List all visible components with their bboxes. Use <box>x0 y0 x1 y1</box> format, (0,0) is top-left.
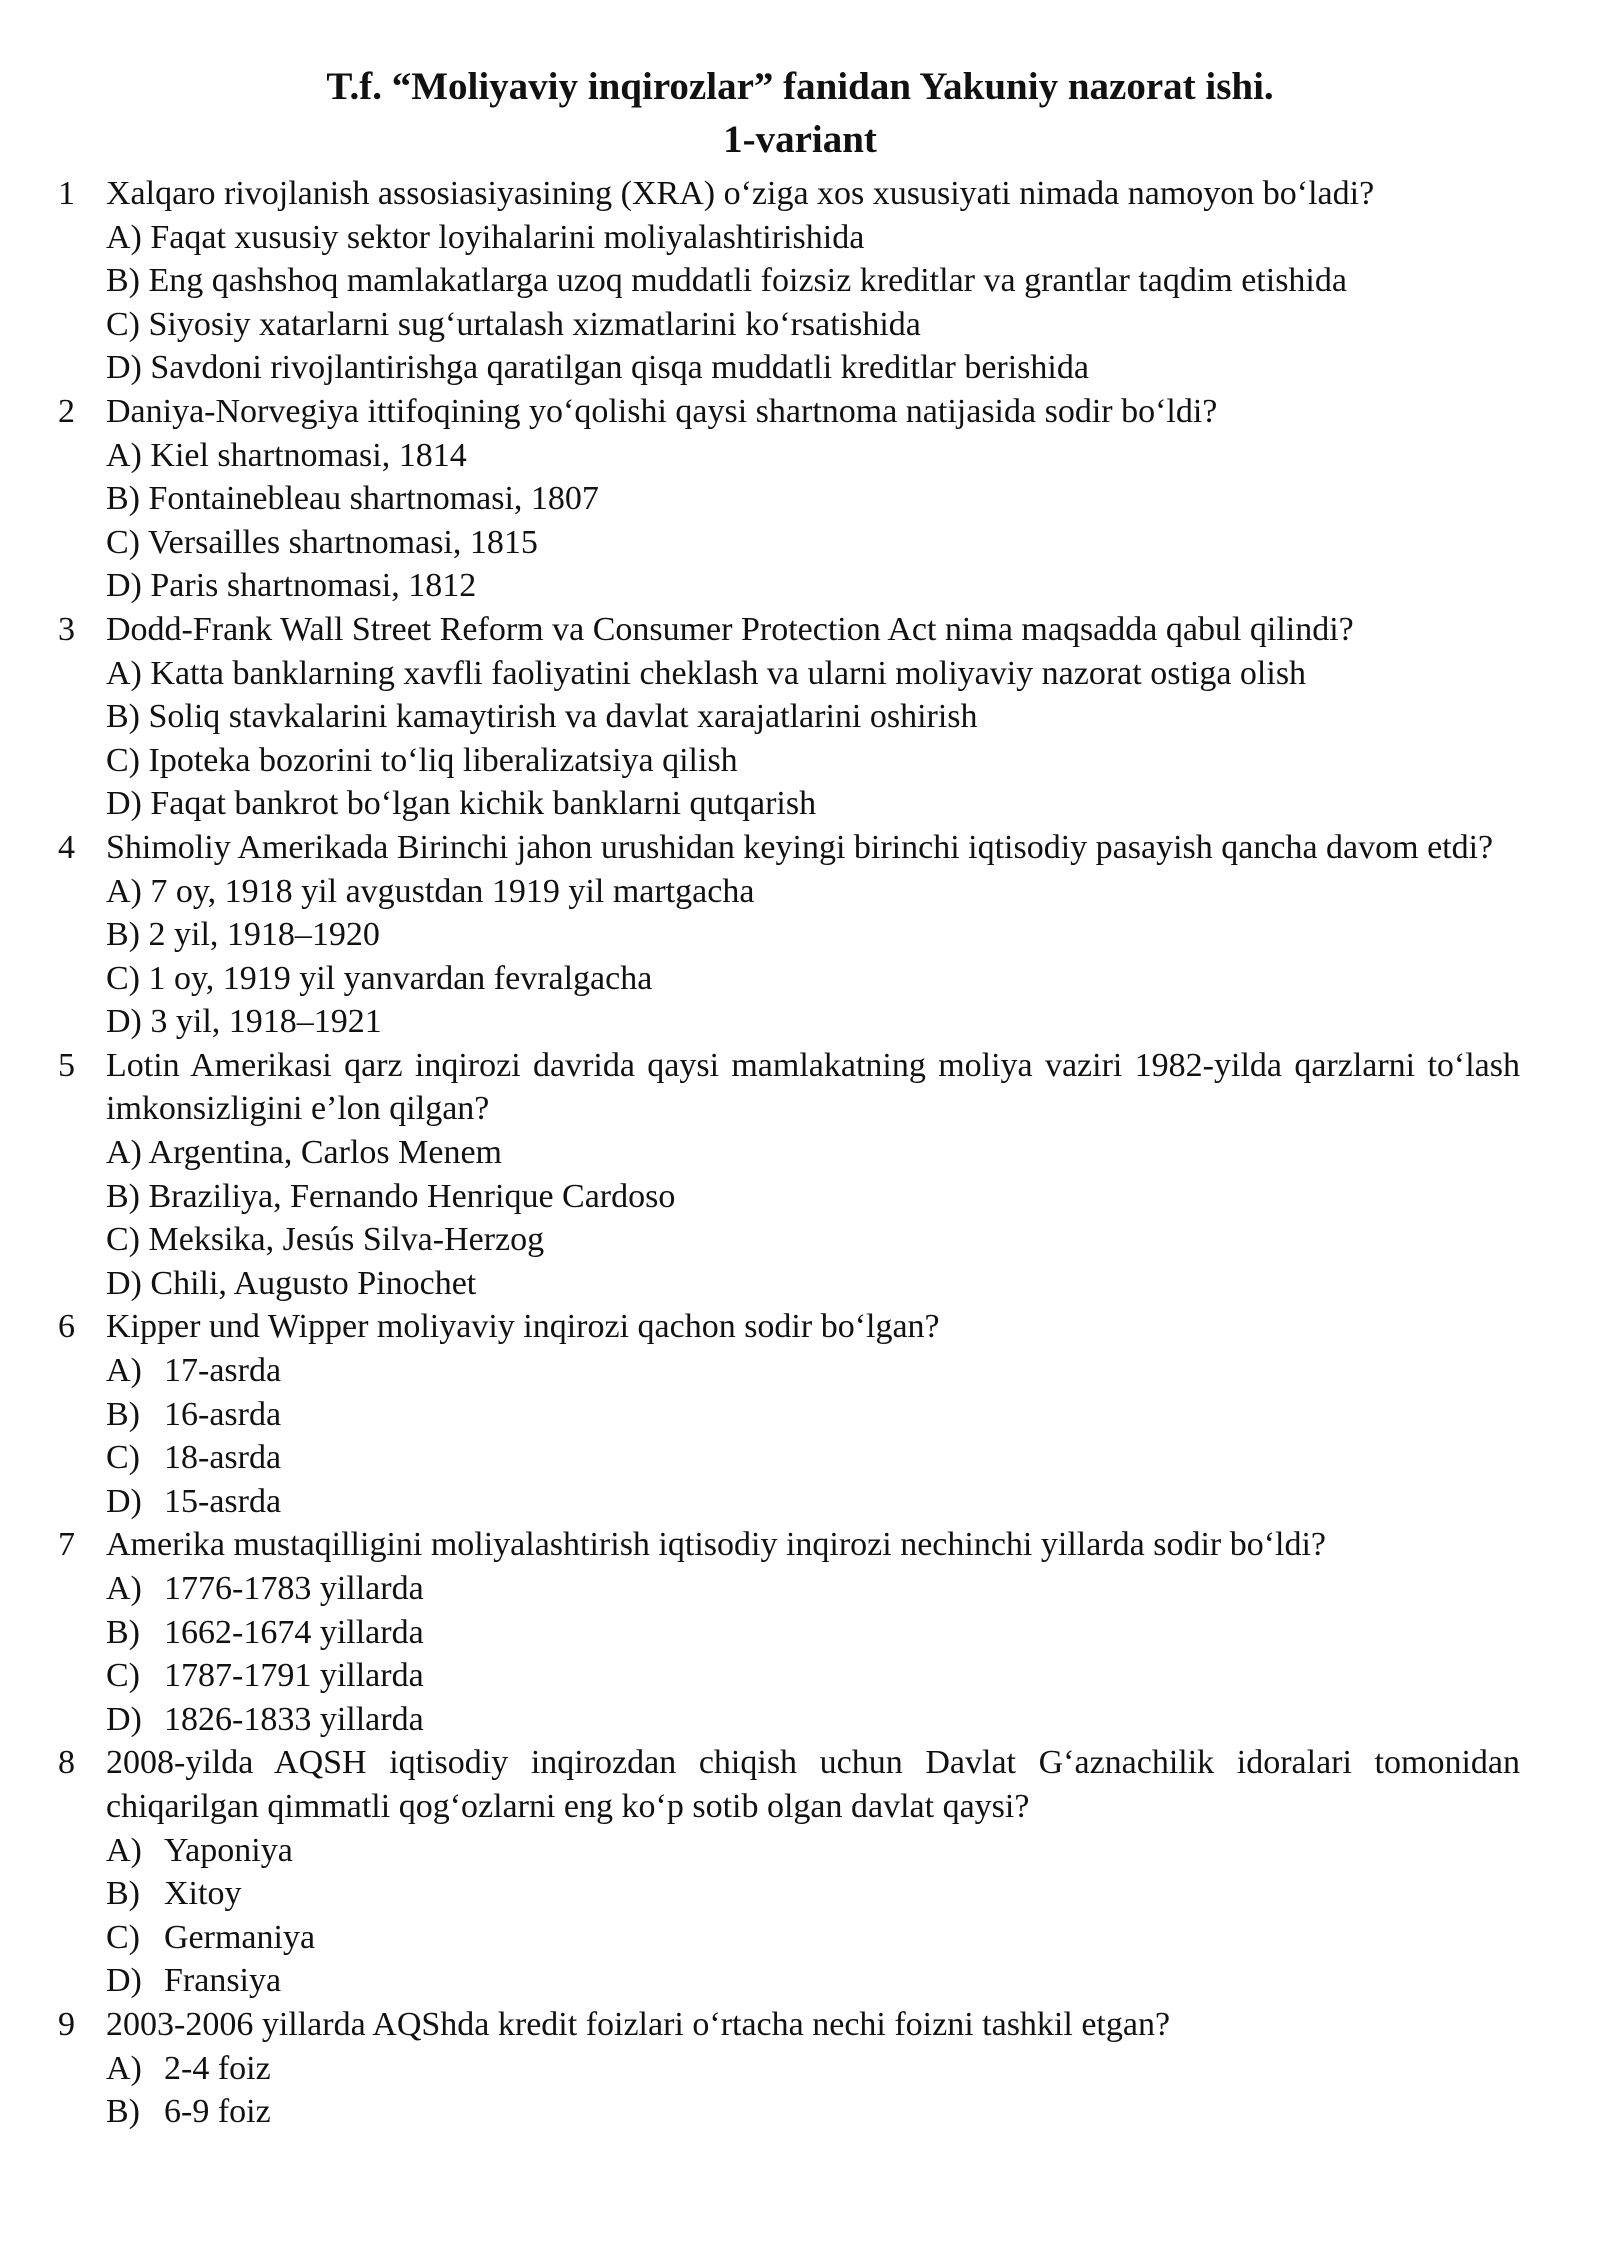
answer-option <box>106 1393 1520 1437</box>
option-text: Paris shartnomasi, 1812 <box>150 567 477 605</box>
option-text: Kiel shartnomasi, 1814 <box>150 436 467 474</box>
question-number: 2 <box>58 392 75 430</box>
option-letter: A) <box>106 218 142 256</box>
answer-option <box>106 1436 1520 1480</box>
answer-option <box>106 564 1520 608</box>
option-text: Katta banklarning xavfli faoliyatini cheklash va ularni moliyaviy nazorat ostiga olish <box>150 654 1307 692</box>
answer-option <box>106 1916 1520 1960</box>
option-letter: B) <box>106 1875 140 1913</box>
answer-option <box>106 1480 1520 1524</box>
answer-option <box>106 1829 1520 1873</box>
option-letter: B) <box>106 916 140 954</box>
question-item <box>58 172 1520 390</box>
answer-option <box>106 1611 1520 1655</box>
option-letter: D) <box>106 1700 142 1738</box>
option-text: 18-asrda <box>164 1439 282 1477</box>
answer-option <box>106 1349 1520 1393</box>
answer-option <box>106 957 1520 1001</box>
question-body <box>106 1523 1520 1741</box>
question-number: 1 <box>58 175 75 212</box>
answer-option <box>106 695 1520 739</box>
option-text: Savdoni rivojlantirishga qaratilgan qisqa muddatli kreditlar berishida <box>150 349 1089 387</box>
option-text: 1662-1674 yillarda <box>164 1613 424 1651</box>
answer-option <box>106 782 1520 826</box>
option-letter: D) <box>106 1962 142 2000</box>
option-letter: C) <box>106 959 140 997</box>
question-text: Xalqaro rivojlanish assosiasiyasining (XRA) o‘ziga xos xususiyati nimada namoyon bo‘ladi? <box>106 175 1375 212</box>
question-text: Daniya-Norvegiya ittifoqining yo‘qolishi qaysi shartnoma natijasida sodir bo‘ldi? <box>106 392 1218 430</box>
question-number: 6 <box>58 1308 75 1346</box>
option-letter: C) <box>106 1221 140 1259</box>
answer-option <box>106 1872 1520 1916</box>
option-letter: C) <box>106 1657 140 1695</box>
question-text: Shimoliy Amerikada Birinchi jahon urushidan keyingi birinchi iqtisodiy pasayish qancha davom etdi? <box>106 828 1494 866</box>
option-text: 1787-1791 yillarda <box>164 1657 424 1695</box>
option-letter: A) <box>106 1570 142 1607</box>
option-text: Eng qashshoq mamlakatlarga uzoq muddatli foizsiz kreditlar va grantlar taqdim etishida <box>148 262 1347 300</box>
question-item <box>58 1523 1520 1741</box>
question-item <box>58 608 1520 826</box>
question-body <box>106 1044 1520 1306</box>
answer-option <box>106 1000 1520 1044</box>
option-letter: D) <box>106 1003 142 1041</box>
question-body <box>106 1305 1520 1523</box>
option-letter: D) <box>106 567 142 605</box>
option-letter: C) <box>106 1918 140 1956</box>
answer-option <box>106 1131 1520 1175</box>
question-number: 8 <box>58 1744 75 1782</box>
option-text: 2 yil, 1918–1920 <box>148 916 380 954</box>
answer-option <box>106 434 1520 478</box>
option-letter: C) <box>106 305 140 343</box>
question-body <box>106 1741 1520 2003</box>
option-letter: C) <box>106 741 140 779</box>
question-item <box>58 1741 1520 2003</box>
option-letter: A) <box>106 1134 142 1172</box>
question-body <box>106 2003 1520 2134</box>
answer-option <box>106 870 1520 914</box>
option-text: Yaponiya <box>164 1831 293 1869</box>
option-letter: A) <box>106 1352 142 1390</box>
answer-option <box>106 2090 1520 2134</box>
question-number: 7 <box>58 1526 75 1564</box>
option-text: Meksika, Jesús Silva-Herzog <box>148 1221 545 1259</box>
option-text: Germaniya <box>164 1918 316 1956</box>
answer-option <box>106 739 1520 783</box>
option-letter: A) <box>106 436 142 474</box>
option-letter: B) <box>106 698 140 736</box>
option-text: 1826-1833 yillarda <box>164 1700 424 1738</box>
question-text: Dodd-Frank Wall Street Reform va Consumer Protection Act nima maqsadda qabul qilindi? <box>106 610 1354 648</box>
question-text: Kipper und Wipper moliyaviy inqirozi qachon sodir bo‘lgan? <box>106 1308 940 1346</box>
option-letter: B) <box>106 480 140 518</box>
question-text: Amerika mustaqilligini moliyalashtirish iqtisodiy inqirozi nechinchi yillarda sodir bo‘ldi? <box>106 1526 1327 1564</box>
option-text: 2-4 foiz <box>164 2049 271 2087</box>
option-letter: B) <box>106 1177 140 1215</box>
answer-option <box>106 346 1520 390</box>
question-text: Lotin Amerikasi qarz inqirozi davrida qaysi mamlakatning moliya vaziri 1982-yilda qarzlarni to‘lash imkonsizligini e’lon qilgan? <box>106 1046 1520 1128</box>
question-number: 3 <box>58 610 75 648</box>
answer-option <box>106 216 1520 260</box>
option-letter: D) <box>106 1264 142 1302</box>
option-text: 17-asrda <box>164 1352 282 1390</box>
answer-option <box>106 1698 1520 1742</box>
question-body <box>106 390 1520 608</box>
answer-option <box>106 1262 1520 1306</box>
option-text: Fransiya <box>164 1962 282 2000</box>
question-item <box>58 1044 1520 1306</box>
answer-option <box>106 1959 1520 2003</box>
answer-option <box>106 1218 1520 1262</box>
option-text: Faqat bankrot bo‘lgan kichik banklarni qutqarish <box>150 785 817 823</box>
option-text: Versailles shartnomasi, 1815 <box>147 523 538 561</box>
question-number: 9 <box>58 2005 75 2043</box>
question-item <box>58 390 1520 608</box>
option-letter: D) <box>106 1482 142 1520</box>
answer-option <box>106 1567 1520 1611</box>
variant-label: 1-variant <box>723 118 877 161</box>
option-letter: B) <box>106 1395 140 1433</box>
answer-option <box>106 521 1520 565</box>
answer-option <box>106 303 1520 347</box>
option-text: Chili, Augusto Pinochet <box>150 1264 477 1302</box>
question-item <box>58 1305 1520 1523</box>
option-text: Ipoteka bozorini to‘liq liberalizatsiya qilish <box>148 741 738 779</box>
option-text: Siyosiy xatarlarni sug‘urtalash xizmatlarini ko‘rsatishida <box>148 305 921 343</box>
answer-option <box>106 913 1520 957</box>
option-letter: A) <box>106 872 142 910</box>
option-letter: D) <box>106 349 142 387</box>
option-text: 16-asrda <box>164 1395 282 1433</box>
document-title: T.f. “Moliyaviy inqirozlar” fanidan Yakuniy nazorat ishi. <box>326 65 1274 108</box>
option-text: 1776-1783 yillarda <box>164 1570 424 1607</box>
question-list <box>58 172 1520 2134</box>
question-number: 4 <box>58 828 75 866</box>
option-letter: B) <box>106 1613 140 1651</box>
question-body <box>106 172 1520 390</box>
question-item <box>58 2003 1520 2134</box>
question-text: 2008-yilda AQSH iqtisodiy inqirozdan chiqish uchun Davlat G‘aznachilik idoralari tomonidan chiqarilgan qimmatli qog‘ozlarni eng ko‘p sotib olgan davlat qaysi? <box>106 1744 1520 1825</box>
option-text: Soliq stavkalarini kamaytirish va davlat xarajatlarini oshirish <box>148 698 978 736</box>
question-item <box>58 826 1520 1044</box>
option-text: Argentina, Carlos Menem <box>148 1134 502 1172</box>
question-number: 5 <box>58 1046 75 1084</box>
option-text: Fontainebleau shartnomasi, 1807 <box>148 480 599 518</box>
answer-option <box>106 652 1520 696</box>
answer-option <box>106 2047 1520 2091</box>
option-letter: A) <box>106 654 142 692</box>
option-text: 1 oy, 1919 yil yanvardan fevralgacha <box>148 959 653 997</box>
option-letter: D) <box>106 785 142 823</box>
option-letter: C) <box>106 1439 140 1477</box>
option-letter: B) <box>106 262 140 300</box>
option-letter: A) <box>106 2049 142 2087</box>
option-letter: B) <box>106 2093 140 2131</box>
option-text: Braziliya, Fernando Henrique Cardoso <box>148 1177 676 1215</box>
answer-option <box>106 259 1520 303</box>
answer-option <box>106 1654 1520 1698</box>
option-text: Xitoy <box>164 1875 242 1913</box>
option-text: 15-asrda <box>164 1482 282 1520</box>
answer-option <box>106 477 1520 521</box>
option-text: 3 yil, 1918–1921 <box>150 1003 382 1041</box>
question-body <box>106 608 1520 826</box>
option-letter: C) <box>106 523 140 561</box>
answer-option <box>106 1175 1520 1219</box>
question-body <box>106 826 1520 1044</box>
option-letter: A) <box>106 1831 142 1869</box>
option-text: 6-9 foiz <box>164 2093 271 2131</box>
question-text: 2003-2006 yillarda AQShda kredit foizlari o‘rtacha nechi foizni tashkil etgan? <box>106 2005 1171 2043</box>
option-text: 7 oy, 1918 yil avgustdan 1919 yil martgacha <box>150 872 755 910</box>
option-text: Faqat xususiy sektor loyihalarini moliyalashtirishida <box>150 218 865 256</box>
